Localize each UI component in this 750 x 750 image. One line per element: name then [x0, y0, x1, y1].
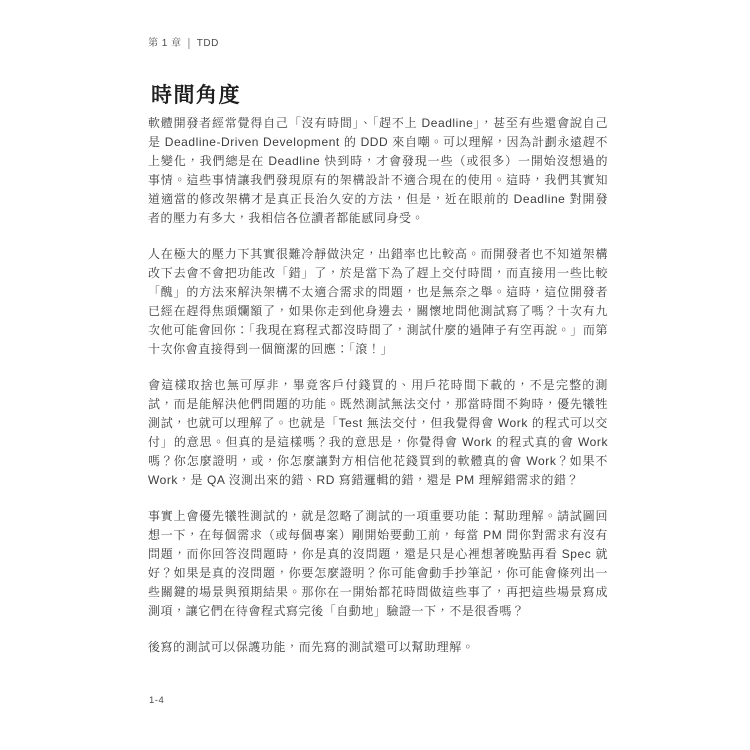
running-head [148, 38, 219, 50]
paragraph-1: 軟體開發者經常覺得自己「沒有時間」、「趕不上 Deadline」，甚至有些還會說自己是 Deadline-Driven Development 的 DDD 來自嘲。可以理解，因為計劃永遠趕不上變化，我們總是在 Deadline 快到時，才會發現一些（或很多）一開始沒想過的事情。這些事情讓我們發現原有的架構設計不適合現在的使用。這時，我們其實知道適當的修改架構才是真正長治久安的方法，但是，近在眼前的 Deadline 對開發者的壓力有多大，我相信各位讀者都能感同身受。 [148, 116, 608, 225]
page-number: 1-4 [149, 695, 165, 706]
running-head-chapter: 第 1 章 [148, 38, 182, 49]
paragraph-5: 後寫的測試可以保護功能，而先寫的測試還可以幫助理解。 [148, 640, 475, 654]
section-heading: 時間角度 [151, 84, 241, 107]
paragraph-3: 會這樣取捨也無可厚非，畢竟客戶付錢買的、用戶花時間下載的，不是完整的測試，而是能解決他們問題的功能。既然測試無法交付，那當時間不夠時，優先犧牲測試，也就可以理解了。也就是「Test 無法交付，但我覺得會 Work 的程式可以交付」的意思。但真的是這樣嗎？我的意思是，你覺得會 Work 的程式真的會 Work 嗎？你怎麼證明，或，你怎麼讓對方相信他花錢買到的軟體真的會 Work？如果不 Work，是 QA 沒測出來的錯、RD 寫錯邏輯的錯，還是 PM 理解錯需求的錯？ [148, 378, 608, 487]
paragraph-4: 事實上會優先犧牲測試的，就是忽略了測試的一項重要功能：幫助理解。請試圖回想一下，在每個需求（或每個專案）剛開始要動工前，每當 PM 問你對需求有沒有問題，而你回答沒問題時，你是真的沒問題，還是只是心裡想著晚點再看 Spec 就好？如果是真的沒問題，你要怎麼證明？你可能會動手抄筆記，你可能會條列出一些關鍵的場景與預期結果。那你在一開始都花時間做這些事了，再把這些場景寫成測項，讓它們在待會程式寫完後「自動地」驗證一下，不是很香嗎？ [148, 509, 608, 618]
paragraph-2: 人在極大的壓力下其實很難冷靜做決定，出錯率也比較高。而開發者也不知道架構改下去會不會把功能改「錯」了，於是當下為了趕上交付時間，而直接用一些比較「醜」的方法來解決架構不太適合需求的問題，也是無奈之舉。這時，這位開發者已經在趕得焦頭爛額了，如果你走到他身邊去，關懷地問他測試寫了嗎？十次有九次他可能會回你：「我現在寫程式都沒時間了，測試什麼的過陣子有空再說。」而第十次你會直接得到一個簡潔的回應：「滾！」 [148, 247, 608, 356]
running-head-section: TDD [196, 38, 219, 49]
body-text [148, 114, 608, 657]
running-head-separator: | [187, 37, 191, 50]
